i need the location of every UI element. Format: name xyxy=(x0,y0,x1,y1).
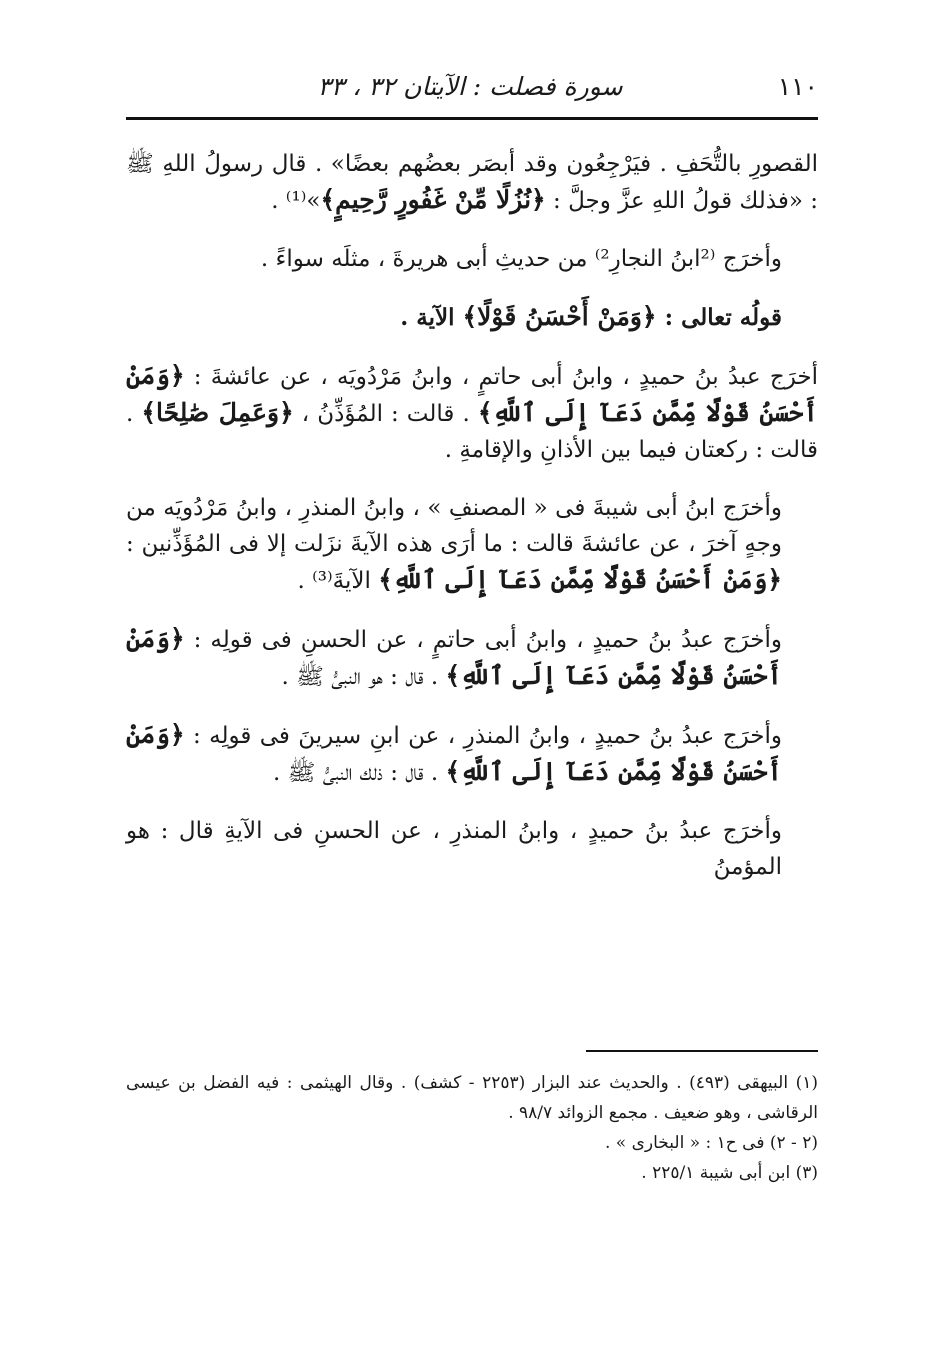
paragraph-text: »⁽¹⁾ . xyxy=(271,188,321,214)
paragraph-2 xyxy=(126,241,818,277)
paragraph-6 xyxy=(126,717,818,791)
paragraph-text: وأخرَج عبدُ بنُ حميدٍ ، وابنُ المنذرِ ، عن الحسنِ فى الآيةِ قال : هو المؤمنُ xyxy=(126,818,782,880)
heading-text: قولُه تعالى : xyxy=(656,304,782,331)
paragraph-text: . قال : ذلك النبىُّ ﷺ . xyxy=(273,760,446,786)
quran-quote: ﴿وَعَمِلَ صَٰلِحًا﴾ xyxy=(141,398,294,427)
paragraph-text: وأخرَج ابنُ أبى شيبةَ فى « المصنفِ » ، وابنُ المنذرِ ، وابنُ مَرْدُويَه من وجهٍ آخرَ ، عن عائشةَ قالت : ما أرَى هذه الآيةَ نزَلت إلا فى المُؤَذِّنين : xyxy=(126,495,782,557)
header-title: سورة فصلت : الآيتان ٣٢ ، ٣٣ xyxy=(317,72,623,101)
quran-quote: ﴿وَمَنْ أَحْسَنُ قَوْلًا مِّمَّن دَعَآ إِلَى ٱللَّهِ﴾ xyxy=(126,720,782,786)
footnote-2: (٢ - ٢) فى ح١ : « البخارى » . xyxy=(605,1133,818,1153)
paragraph-text: أخرَج عبدُ بنُ حميدٍ ، وابنُ أبى حاتمٍ ، وابنُ مَرْدُويَه ، عن عائشةَ : xyxy=(184,364,818,390)
quran-quote: ﴿وَمَنْ أَحْسَنُ قَوْلًا مِّمَّن دَعَآ إِلَى ٱللَّهِ﴾ xyxy=(126,624,782,690)
footnote-1: (١) البيهقى (٤٩٣) . والحديث عند البزار (٢٢٥٣ - كشف) . وقال الهيثمى : فيه الفضل بن عيسى الرقاشى ، وهو ضعيف . مجمع الزوائد ٩٨/٧ . xyxy=(126,1073,818,1123)
paragraph-text: وأخرَج عبدُ بنُ حميدٍ ، وابنُ المنذرِ ، عن ابنِ سيرينَ فى قولِه : xyxy=(184,723,782,749)
running-header xyxy=(122,62,818,112)
footnote-3: (٣) ابن أبى شيبة ٢٢٥/١ . xyxy=(641,1163,818,1183)
page-number: ١١٠ xyxy=(777,72,818,101)
paragraph-text: الآيةَ⁽³⁾ . xyxy=(297,568,379,594)
paragraph-7 xyxy=(126,813,818,885)
paragraph-text: القصورِ بالتُّحَفِ . فيَرْجِعُون وقد أبصَر بعضُهم بعضًا» . قال رسولُ اللهِ ﷺ : «فذلك قولُ اللهِ عزَّ وجلَّ : xyxy=(126,151,818,214)
paragraph-4 xyxy=(126,490,818,599)
verse-heading xyxy=(126,299,818,336)
footnotes xyxy=(126,1068,818,1188)
paragraph-text: . قال : هو النبىُّ ﷺ . xyxy=(281,664,446,690)
quran-quote: ﴿وَمَنْ أَحْسَنُ قَوْلًا﴾ xyxy=(462,302,657,331)
body-text xyxy=(126,146,818,907)
paragraph-text: وأخرَج عبدُ بنُ حميدٍ ، وابنُ أبى حاتمٍ ، عن الحسنِ فى قولِه : xyxy=(184,627,782,653)
quran-quote: ﴿نُزُلًا مِّنْ غَفُورٍ رَّحِيمٍ﴾ xyxy=(320,185,546,214)
paragraph-text: . قالت : ركعتان فيما بين الأذانِ والإقامةِ . xyxy=(126,401,818,463)
header-rule xyxy=(126,117,818,120)
quran-quote: ﴿وَمَنْ أَحْسَنُ قَوْلًا مِّمَّن دَعَآ إِلَى ٱللَّهِ﴾ xyxy=(378,565,782,594)
paragraph-text: وأخرَج ⁽²ابنُ النجارِ²⁾ من حديثِ أبى هريرةَ ، مثلَه سواءً . xyxy=(260,246,782,272)
quran-quote: ﴿وَمَنْ أَحْسَنُ قَوْلًا مِّمَّن دَعَآ إِلَى ٱللَّهِ﴾ xyxy=(126,361,818,427)
paragraph-1 xyxy=(126,146,818,219)
paragraph-3 xyxy=(126,358,818,468)
heading-text: الآية . xyxy=(400,304,463,331)
footnote-rule xyxy=(586,1050,818,1052)
paragraph-text: . قالت : المُؤَذِّنُ ، xyxy=(293,401,478,427)
paragraph-5 xyxy=(126,621,818,695)
